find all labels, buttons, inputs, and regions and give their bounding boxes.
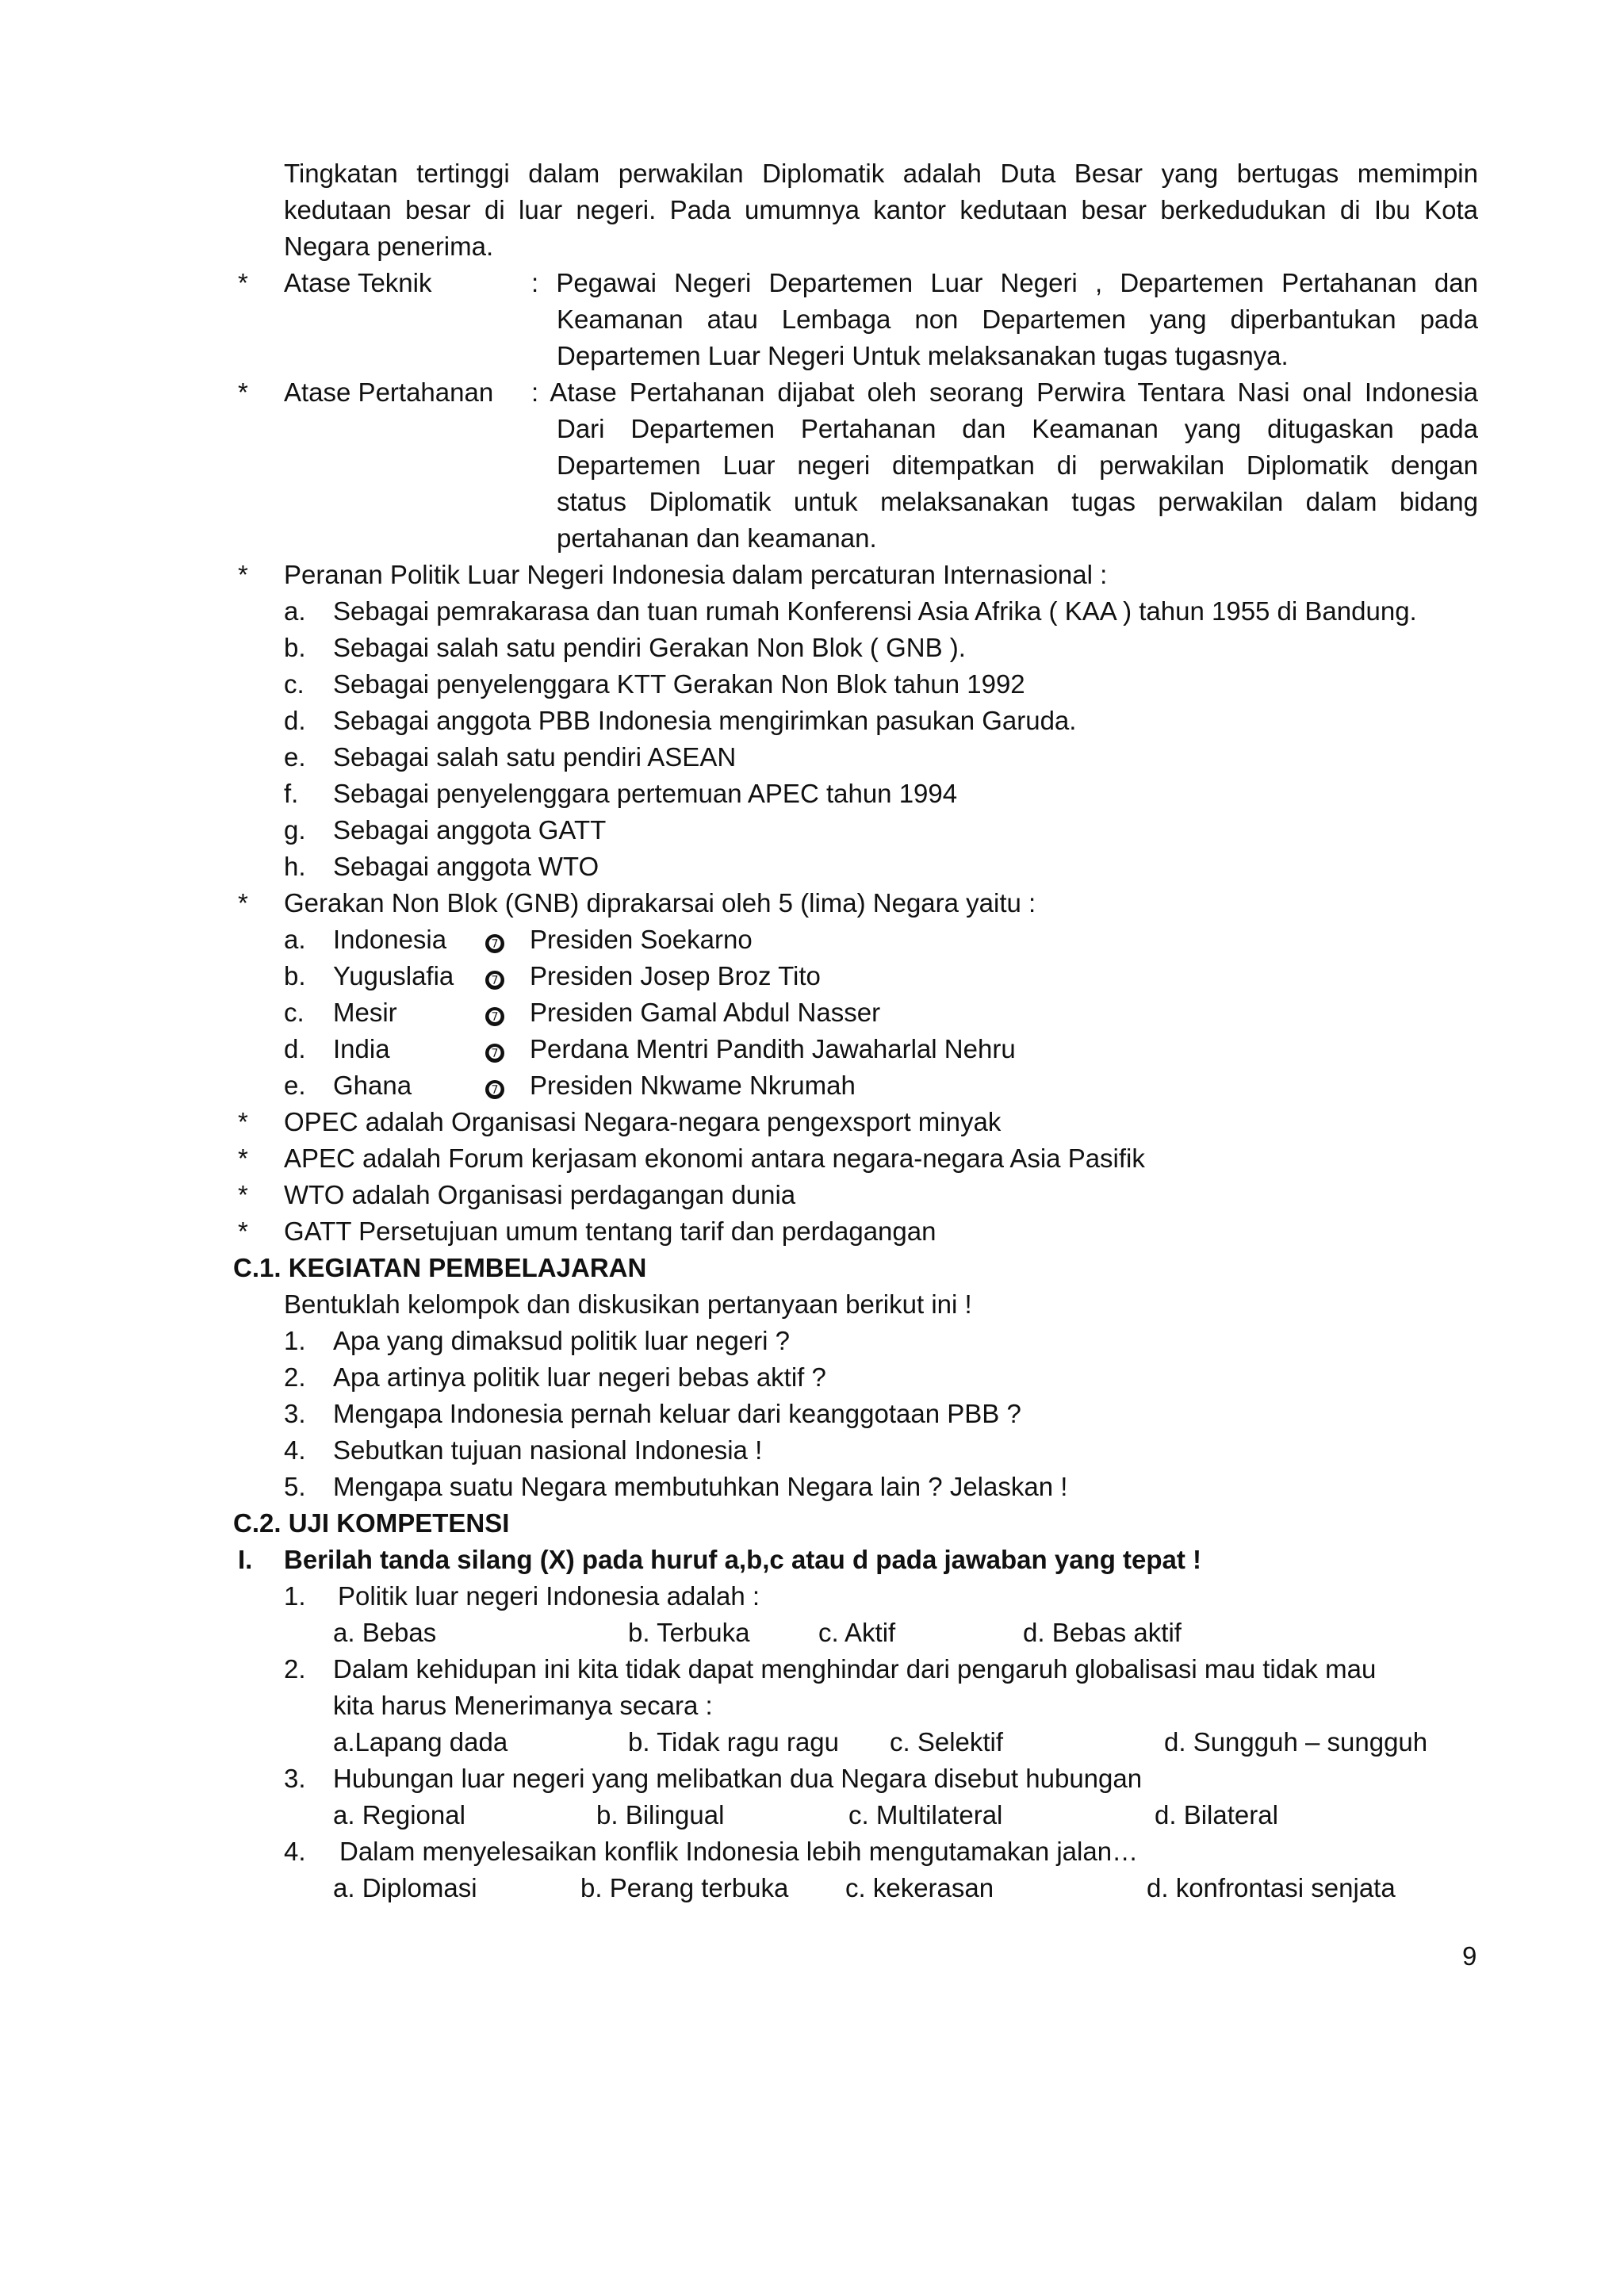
question-num: 4.: [284, 1837, 306, 1866]
question-num: 3.: [284, 1764, 306, 1793]
gnb-leader: Perdana Mentri Pandith Jawaharlal Nehru: [530, 1034, 1016, 1063]
gnb-letter: a.: [284, 925, 306, 954]
gnb-leader: Presiden Nkwame Nkrumah: [530, 1071, 856, 1100]
c1-heading: C.1. KEGIATAN PEMBELAJARAN: [233, 1253, 647, 1282]
answer-option: d. Sungguh – sungguh: [1164, 1727, 1428, 1757]
answer-option: d. Bilateral: [1155, 1800, 1278, 1829]
question-num: 2.: [284, 1654, 306, 1684]
answer-option: a. Regional: [333, 1800, 465, 1829]
list-letter: g.: [284, 815, 306, 845]
atase-teknik-line-1: : Pegawai Negeri Departemen Luar Negeri , Departemen Pertahanan dan: [531, 268, 1478, 297]
definition-opec: OPEC adalah Organisasi Negara-negara pengexsport minyak: [284, 1107, 1002, 1136]
gnb-leader: Presiden Josep Broz Tito: [530, 961, 821, 990]
c1-question: Mengapa Indonesia pernah keluar dari keanggotaan PBB ?: [333, 1399, 1021, 1428]
question-num: 1.: [284, 1581, 306, 1611]
definition-apec: APEC adalah Forum kerjasam ekonomi antara negara-negara Asia Pasifik: [284, 1144, 1145, 1173]
gnb-letter: b.: [284, 961, 306, 990]
answer-option: c. Aktif: [818, 1618, 896, 1647]
c2-section-num: I.: [238, 1545, 253, 1574]
gnb-country: Yuguslafia: [333, 961, 454, 990]
c1-question: Mengapa suatu Negara membutuhkan Negara lain ? Jelaskan !: [333, 1472, 1068, 1501]
atase-teknik-line-2: Keamanan atau Lembaga non Departemen yang diperbantukan pada: [557, 305, 1478, 334]
arrow-icon: [485, 921, 504, 958]
gnb-heading: Gerakan Non Blok (GNB) diprakarsai oleh 5 (lima) Negara yaitu :: [284, 888, 1036, 918]
c1-num: 3.: [284, 1399, 306, 1428]
answer-option: b. Bilingual: [596, 1800, 725, 1829]
question-text: Dalam menyelesaikan konflik Indonesia lebih mengutamakan jalan…: [339, 1837, 1139, 1866]
gnb-country: India: [333, 1034, 390, 1063]
bullet-star: *: [238, 560, 248, 589]
list-letter: b.: [284, 633, 306, 662]
gnb-leader: Presiden Soekarno: [530, 925, 753, 954]
atase-teknik-line-3: Departemen Luar Negeri Untuk melaksanakan tugas tugasnya.: [557, 341, 1289, 370]
peranan-heading: Peranan Politik Luar Negeri Indonesia dalam percaturan Internasional :: [284, 560, 1108, 589]
atase-pertahanan-line-5: pertahanan dan keamanan.: [557, 523, 877, 553]
question-text: kita harus Menerimanya secara :: [333, 1691, 713, 1720]
list-item: Sebagai anggota PBB Indonesia mengirimkan pasukan Garuda.: [333, 706, 1077, 735]
definition-gatt: GATT Persetujuan umum tentang tarif dan perdagangan: [284, 1216, 936, 1246]
gnb-letter: d.: [284, 1034, 306, 1063]
arrow-icon-glyph: ➐: [485, 934, 504, 953]
gnb-country: Indonesia: [333, 925, 447, 954]
c1-question: Sebutkan tujuan nasional Indonesia !: [333, 1435, 763, 1465]
atase-pertahanan-line-2: Dari Departemen Pertahanan dan Keamanan yang ditugaskan pada: [557, 414, 1478, 443]
answer-option: d. konfrontasi senjata: [1147, 1873, 1396, 1902]
c1-num: 5.: [284, 1472, 306, 1501]
gnb-country: Mesir: [333, 998, 397, 1027]
answer-option: b. Terbuka: [628, 1618, 750, 1647]
c1-num: 1.: [284, 1326, 306, 1355]
list-item: Sebagai penyelenggara KTT Gerakan Non Blok tahun 1992: [333, 669, 1025, 699]
c2-instruction: Berilah tanda silang (X) pada huruf a,b,c atau d pada jawaban yang tepat !: [284, 1545, 1202, 1574]
arrow-icon: [485, 958, 504, 994]
answer-option: c. Multilateral: [848, 1800, 1003, 1829]
c1-question: Apa artinya politik luar negeri bebas aktif ?: [333, 1362, 826, 1392]
answer-option: a. Diplomasi: [333, 1873, 477, 1902]
intro-line-1: Tingkatan tertinggi dalam perwakilan Diplomatik adalah Duta Besar yang bertugas memimpin: [284, 159, 1478, 188]
c1-num: 2.: [284, 1362, 306, 1392]
arrow-icon-glyph: ➐: [485, 1080, 504, 1099]
c1-question: Apa yang dimaksud politik luar negeri ?: [333, 1326, 791, 1355]
list-item: Sebagai pemrakarasa dan tuan rumah Konferensi Asia Afrika ( KAA ) tahun 1955 di Bandung.: [333, 596, 1417, 626]
intro-line-3: Negara penerima.: [284, 232, 494, 261]
arrow-icon-glyph: ➐: [485, 1007, 504, 1026]
bullet-star: *: [238, 1107, 248, 1136]
arrow-icon: [485, 994, 504, 1031]
arrow-icon: [485, 1031, 504, 1067]
answer-option: c. kekerasan: [845, 1873, 994, 1902]
list-letter: c.: [284, 669, 304, 699]
answer-option: a. Bebas: [333, 1618, 437, 1647]
atase-pertahanan-line-4: status Diplomatik untuk melaksanakan tugas perwakilan dalam bidang: [557, 487, 1478, 516]
list-letter: d.: [284, 706, 306, 735]
bullet-star: *: [238, 268, 248, 297]
bullet-star: *: [238, 1216, 248, 1246]
gnb-leader: Presiden Gamal Abdul Nasser: [530, 998, 881, 1027]
c1-intro: Bentuklah kelompok dan diskusikan pertanyaan berikut ini !: [284, 1289, 972, 1319]
answer-option: b. Perang terbuka: [580, 1873, 789, 1902]
answer-option: a.Lapang dada: [333, 1727, 508, 1757]
gnb-letter: e.: [284, 1071, 306, 1100]
bullet-star: *: [238, 1180, 248, 1209]
answer-option: c. Selektif: [890, 1727, 1004, 1757]
list-letter: e.: [284, 742, 306, 772]
intro-line-2: kedutaan besar di luar negeri. Pada umumnya kantor kedutaan besar berkedudukan di Ibu Kota: [284, 195, 1478, 224]
list-letter: h.: [284, 852, 306, 881]
list-letter: f.: [284, 779, 299, 808]
question-text: Politik luar negeri Indonesia adalah :: [338, 1581, 760, 1611]
list-item: Sebagai anggota GATT: [333, 815, 607, 845]
bullet-star: *: [238, 888, 248, 918]
atase-pertahanan-line-1: : Atase Pertahanan dijabat oleh seorang Perwira Tentara Nasi onal Indonesia: [531, 377, 1478, 407]
list-item: Sebagai anggota WTO: [333, 852, 599, 881]
atase-pertahanan-label: Atase Pertahanan: [284, 377, 494, 407]
arrow-icon-glyph: ➐: [485, 971, 504, 990]
atase-teknik-label: Atase Teknik: [284, 268, 432, 297]
gnb-country: Ghana: [333, 1071, 412, 1100]
arrow-icon: [485, 1067, 504, 1104]
c2-heading: C.2. UJI KOMPETENSI: [233, 1508, 510, 1538]
list-item: Sebagai salah satu pendiri ASEAN: [333, 742, 737, 772]
page-number: 9: [1462, 1941, 1477, 1971]
gnb-letter: c.: [284, 998, 304, 1027]
list-item: Sebagai penyelenggara pertemuan APEC tahun 1994: [333, 779, 958, 808]
bullet-star: *: [238, 1144, 248, 1173]
atase-pertahanan-line-3: Departemen Luar negeri ditempatkan di perwakilan Diplomatik dengan: [557, 450, 1478, 480]
answer-option: d. Bebas aktif: [1023, 1618, 1182, 1647]
question-text: Hubungan luar negeri yang melibatkan dua Negara disebut hubungan: [333, 1764, 1143, 1793]
arrow-icon-glyph: ➐: [485, 1044, 504, 1063]
list-letter: a.: [284, 596, 306, 626]
bullet-star: *: [238, 377, 248, 407]
question-text: Dalam kehidupan ini kita tidak dapat menghindar dari pengaruh globalisasi mau tidak mau: [333, 1654, 1377, 1684]
answer-option: b. Tidak ragu ragu: [628, 1727, 839, 1757]
list-item: Sebagai salah satu pendiri Gerakan Non Blok ( GNB ).: [333, 633, 966, 662]
c1-num: 4.: [284, 1435, 306, 1465]
definition-wto: WTO adalah Organisasi perdagangan dunia: [284, 1180, 796, 1209]
